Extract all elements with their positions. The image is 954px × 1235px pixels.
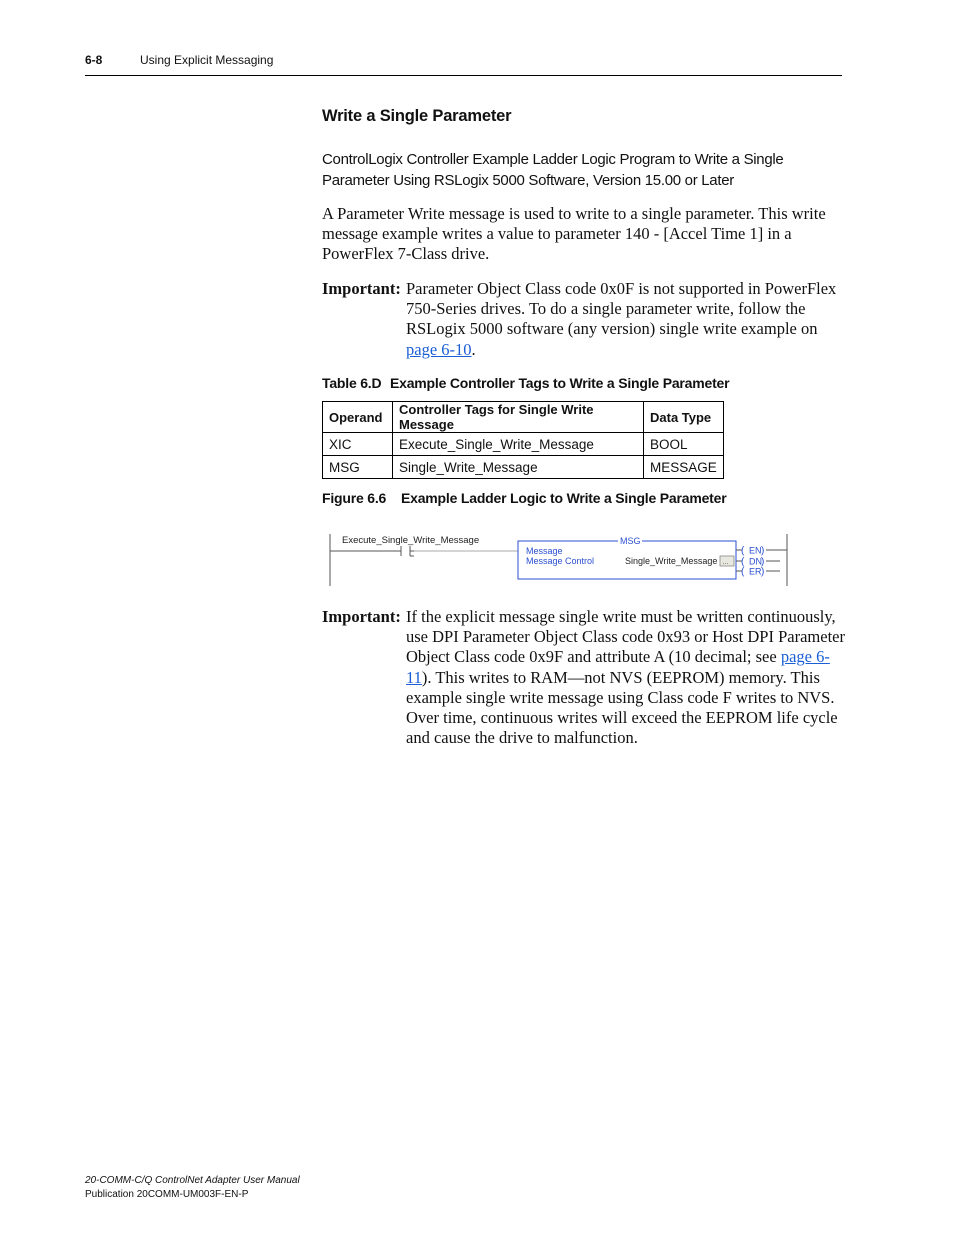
instruction-name: MSG [620, 536, 641, 546]
important-note-2 [322, 607, 847, 748]
figure-caption-text: Example Ladder Logic to Write a Single Parameter [401, 490, 727, 506]
svg-text:): ) [761, 556, 765, 568]
footer-publication: Publication 20COMM-UM003F-EN-P [85, 1189, 249, 1200]
table-cell: MESSAGE [644, 456, 724, 479]
chapter-title: Using Explicit Messaging [140, 53, 274, 67]
page-link-6-10[interactable]: page 6-10 [406, 339, 472, 359]
svg-text:(: ( [741, 556, 745, 568]
table-header-cell: Controller Tags for Single Write Message [393, 402, 644, 433]
output-dn-label: DN [749, 556, 762, 567]
message-tag-label: Single_Write_Message [625, 556, 718, 566]
important-body [406, 607, 847, 748]
table-header-row [323, 402, 724, 433]
table-row [323, 456, 724, 479]
output-er [736, 567, 780, 578]
output-er-label: ER [749, 566, 762, 577]
svg-text:(: ( [741, 545, 745, 557]
svg-text:): ) [761, 566, 765, 578]
important-text: If the explicit message single write must be written continuously, use DPI Parameter Object Class code 0x93 or Host DPI Parameter Object Class code 0x9F and attribute A (10 decimal; see [406, 607, 845, 667]
important-text: Parameter Object Class code 0x0F is not supported in PowerFlex 750-Series drives. To do a single parameter write, follow the RSLogix 5000 software (any version) single write example on [406, 279, 837, 339]
footer-manual-title: 20-COMM-C/Q ControlNet Adapter User Manual [85, 1175, 300, 1186]
table-cell: MSG [323, 456, 393, 479]
figure-caption [322, 490, 726, 506]
table-caption [322, 375, 729, 391]
intro-paragraph: A Parameter Write message is used to write to a single parameter. This write message example writes a value to parameter 140 - [Accel Time 1] in a PowerFlex 7-Class drive. [322, 204, 826, 263]
important-text-end: . [471, 339, 476, 359]
ladder-logic-diagram [328, 530, 794, 592]
table-header-cell: Operand [323, 402, 393, 433]
browse-ellipsis: ... [722, 559, 729, 566]
section-title: Write a Single Parameter [322, 107, 512, 125]
svg-text:(: ( [741, 566, 745, 578]
header-rule [85, 75, 842, 76]
output-en-label: EN [749, 545, 762, 556]
table-caption-number: Table 6.D [322, 375, 382, 391]
xic-contact[interactable] [396, 546, 414, 556]
table-cell: Execute_Single_Write_Message [393, 433, 644, 456]
page-number: 6-8 [85, 53, 103, 67]
svg-text:): ) [761, 545, 765, 557]
contact-tag-label: Execute_Single_Write_Message [342, 535, 480, 546]
block-subtitle: Message Control [526, 556, 595, 566]
table-cell: Single_Write_Message [393, 456, 644, 479]
page-link-6-11[interactable]: page 6-11 [406, 647, 830, 687]
output-en [736, 546, 787, 557]
table-cell: BOOL [644, 433, 724, 456]
important-body [406, 279, 847, 360]
figure-caption-number: Figure 6.6 [322, 490, 387, 506]
table-row [323, 433, 724, 456]
table-cell: XIC [323, 433, 393, 456]
block-title: Message [526, 546, 563, 556]
msg-instruction-block[interactable] [518, 536, 736, 579]
important-note-1 [322, 279, 847, 360]
important-label: Important: [322, 607, 401, 626]
controller-tags-table [322, 401, 724, 479]
subheading: ControlLogix Controller Example Ladder Logic Program to Write a Single Parameter Using RSLogix 5000 Software, Version 15.00 or Later [322, 151, 784, 189]
important-label: Important: [322, 279, 401, 298]
table-header-cell: Data Type [644, 402, 724, 433]
important-text-end: ). This writes to RAM—not NVS (EEPROM) memory. This example single write message using Class code F writes to NVS. Over time, continuous writes will exceed the EEPROM life cycle and cause the drive to malfunction. [406, 667, 838, 748]
table-caption-text: Example Controller Tags to Write a Single Parameter [390, 375, 730, 391]
